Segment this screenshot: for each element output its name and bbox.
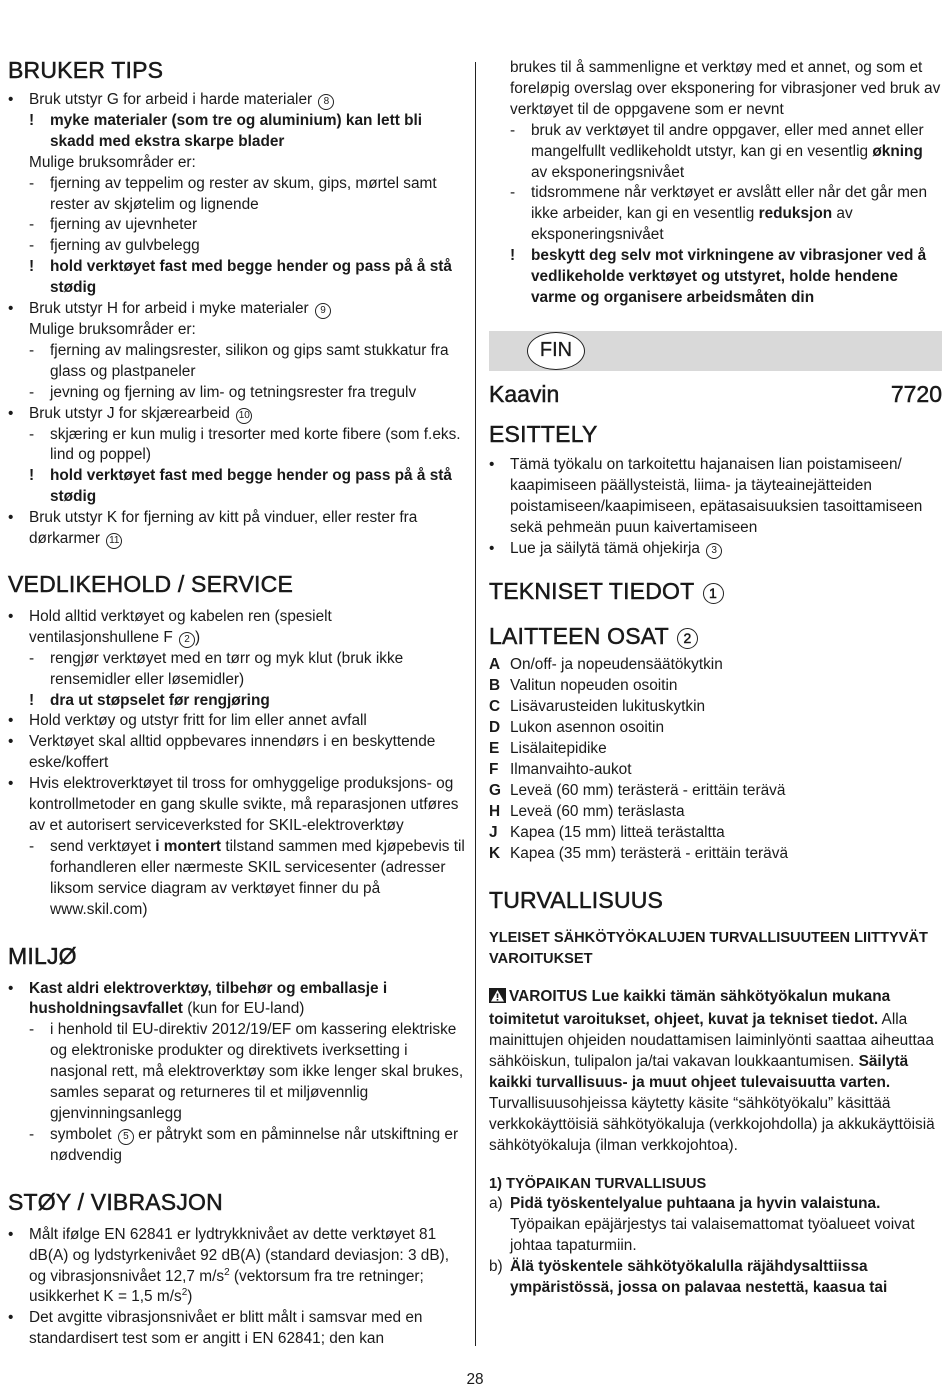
list-item: • Bruk utstyr K for fjerning av kitt på vinduer, eller rester fra dørkarmer 11 [8,508,466,550]
list-item: • Hold verktøy og utstyr fritt for lim eller annet avfall [8,711,466,732]
list-item: • Bruk utstyr G for arbeid i harde materialer 8 [8,90,466,111]
workplace-safety-heading: 1) TYÖPAIKAN TURVALLISUUS [489,1175,707,1192]
warning-triangle-icon [489,988,506,1010]
tekniset-heading: TEKNISET TIEDOT 1 [489,577,942,605]
list-item: - fjerning av ujevnheter [29,216,198,234]
warning-item: ! myke materialer (som tre og aluminium) kan lett bli skadd med ekstra skarpe blader [29,111,423,150]
list-item: - jevning og fjerning av lim- og tetningsrester fra tregulv [29,383,417,401]
ref-number: 10 [236,408,252,424]
warning-item: ! beskytt deg selv mot virkningene av vibrasjoner ved å vedlikeholde verktøyet og utstyret, holde hendene varme og organisere arbeidsmåten din [510,247,927,306]
list-item: • Målt ifølge EN 62841 er lydtrykknivået av dette verktøyet 81 dB(A) og lydstyrkenivået 92 dB(A) (standard deviasjon: 3 dB), og vibrasjonsnivået 12,7 $m/s^2$ (vektorsum fra tre retninger; usikkerhet K = 1,5 $m/s^2$) [8,1225,466,1309]
product-name: Kaavin [489,380,560,407]
list-item: • Kast aldri elektroverktøy, tilbehør og emballasje i husholdningsavfallet (kun for EU-land) [8,979,466,1021]
warning-item: ! hold verktøyet fast med begge hender og pass på å stå stødig [29,258,452,297]
list-item: - i henhold til EU-direktiv 2012/19/EF om kassering elektriske og elektroniske produkter og direktivets iverksetting i nasjonal rett, må elektroverktøy som ikke lenger skal brukes, samles separat og returneres til et miljøvennlig gjenvinningsanlegg [29,1021,464,1122]
parts-list [489,655,942,864]
part-item: A On/off- ja nopeudensäätökytkin [489,656,723,674]
list-item: - fjerning av gulvbelegg [29,237,200,255]
part-item: F Ilmanvaihto-aukot [489,760,632,778]
list-item: - fjerning av malingsrester, silikon og gips samt stukkatur fra glass og plastpaneler [29,341,449,380]
vibration-continued [489,58,942,309]
right-column [489,58,942,1299]
turvallisuus-heading: TURVALLISUUS [489,887,664,914]
paragraph: brukes til å sammenligne et verktøy med et annet, og som et foreløpig overslag over eksponering for vibrasjoner ved bruk av verktøyet til de oppgavene som er nevnt [510,59,941,118]
ref-number: 1 [703,583,724,604]
service-heading: VEDLIKEHOLD / SERVICE [8,570,293,597]
miljo-list [8,979,466,1167]
list-item: b) Älä työskentele sähkötyökalulla räjähdysalttiissa ympäristössä, jossa on palavaa nestettä, kaasua tai [489,1258,888,1297]
list-item: • Tämä työkalu on tarkoitettu hajanaisen lian poistamiseen/ kaapimiseen päällysteistä, liima- ja täyteainejätteiden poistamiseen/kaapimiseen, epätasaisuuksien tasoittamiseen sekä pehmeän puun kaivertamiseen [489,455,942,539]
product-title-row [489,380,942,408]
list-item: • Lue ja säilytä tämä ohjekirja 3 [489,539,942,560]
stoy-heading: STØY / VIBRASJON [8,1188,223,1215]
bruker-tips-list [8,90,466,550]
list-item: - symbolet 5 er påtrykt som en påminnelse når utskiftning er nødvendig [29,1125,459,1164]
list-item: • Hold alltid verktøyet og kabelen ren (spesielt ventilasjonshullene F 2 ) [8,607,466,649]
column-divider [475,62,476,1346]
workplace-safety-list [489,1194,942,1299]
list-item: - send verktøyet i montert tilstand sammen med kjøpebevis til forhandleren eller nærmeste SKIL servicesenter (adresser liksom service diagram av verktøyet finner du på www.skil.com) [29,837,465,918]
list-item: - fjerning av teppelim og rester av skum, gips, mørtel samt rester av skjøtelim og lignende [29,174,437,213]
ref-number: 11 [106,533,122,549]
list-item: - tidsrommene når verktøyet er avslått eller når det går men ikke arbeider, kan gi en vesentlig reduksjon av eksponeringsnivået [510,184,928,244]
list-item: • Det avgitte vibrasjonsnivået er blitt målt i samsvar med en standardisert test som er angitt i EN 62841; den kan [8,1308,466,1350]
list-item: - skjæring er kun mulig i tresorter med korte fibere (som f.eks. lind og poppel) [29,425,461,464]
miljo-heading: MILJØ [8,942,77,969]
part-item: H Leveä (60 mm) teräslasta [489,802,685,820]
osat-heading: LAITTEEN OSAT 2 [489,622,942,650]
esittely-list [489,455,942,560]
stoy-list [8,1225,466,1350]
list-item: - bruk av verktøyet til andre oppgaver, eller med annet eller mangelfullt vedlikeholdt utstyr, kan gi en vesentlig økning av eksponeringsnivået [510,121,924,181]
ref-number: 2 [677,628,698,649]
list-item: • Hvis elektroverktøyet til tross for omhyggelige produksjons- og kontrollmetoder en gang skulle svikte, må reparasjonen utføres av et autorisert serviceverksted for SKIL-elektroverktøy [8,774,466,837]
warning-paragraph: VAROITUS Lue kaikki tämän sähkötyökalun mukana toimitetut varoitukset, ohjeet, kuvat ja tekniset tiedot. Alla mainittujen ohjeiden noudattamisen laiminlyönti saattaa aiheuttaa sähköiskun, tulipalon ja/tai vakavan loukkaantumisen. Säilytä kaikki turvallisuus- ja muut ohjeet tulevaisuutta varten. Turvallisuusohjeissa käytetty käsite “sähkötyökalu” käsittää verkkokäyttöisiä sähkötyökaluja (verkkojohdolla) ja akkukäyttöisiä sähkötyökaluja (ilman verkkojohtoa). [489,988,935,1154]
warning-item: ! hold verktøyet fast med begge hender og pass på å stå stødig [29,467,452,506]
ref-number: 8 [318,94,334,110]
paragraph: Mulige bruksområder er: [29,320,196,338]
language-code-badge: FIN [527,332,585,370]
general-warnings-heading: YLEISET SÄHKÖTYÖKALUJEN TURVALLISUUTEEN LIITTYVÄT VAROITUKSET [489,930,928,968]
warning-item: ! dra ut støpselet før rengjøring [29,691,270,709]
part-item: D Lukon asennon osoitin [489,719,665,737]
part-item: J Kapea (15 mm) litteä terästaltta [489,823,725,841]
page-number: 28 [466,1371,484,1388]
part-item: K Kapea (35 mm) terästerä - erittäin terävä [489,844,789,862]
list-item: a) Pidä työskentelyalue puhtaana ja hyvin valaistuna. Työpaikan epäjärjestys tai valaisemattomat työalueet voivat johtaa tapaturmiin. [489,1195,915,1255]
ref-number: 5 [118,1129,134,1145]
part-item: B Valitun nopeuden osoitin [489,677,678,695]
esittely-heading: ESITTELY [489,420,598,447]
language-banner [489,331,942,371]
left-column [8,56,466,1350]
ref-number: 9 [315,303,331,319]
ref-number: 3 [706,543,722,559]
list-item: • Bruk utstyr J for skjærearbeid 10 [8,404,466,425]
list-item: • Bruk utstyr H for arbeid i myke materialer 9 [8,299,466,320]
part-item: E Lisälaitepidike [489,740,607,758]
list-item: • Verktøyet skal alltid oppbevares innendørs i en beskyttende eske/koffert [8,732,466,774]
bruker-tips-heading: BRUKER TIPS [8,57,164,83]
product-number: 7720 [890,380,942,407]
part-item: G Leveä (60 mm) terästerä - erittäin terävä [489,781,786,799]
ref-number: 2 [179,632,195,648]
part-item: C Lisävarusteiden lukituskytkin [489,698,706,716]
service-list [8,607,466,921]
list-item: - rengjør verktøyet med en tørr og myk klut (bruk ikke rensemidler eller løsemidler) [29,649,404,688]
paragraph: Mulige bruksområder er: [29,153,196,171]
